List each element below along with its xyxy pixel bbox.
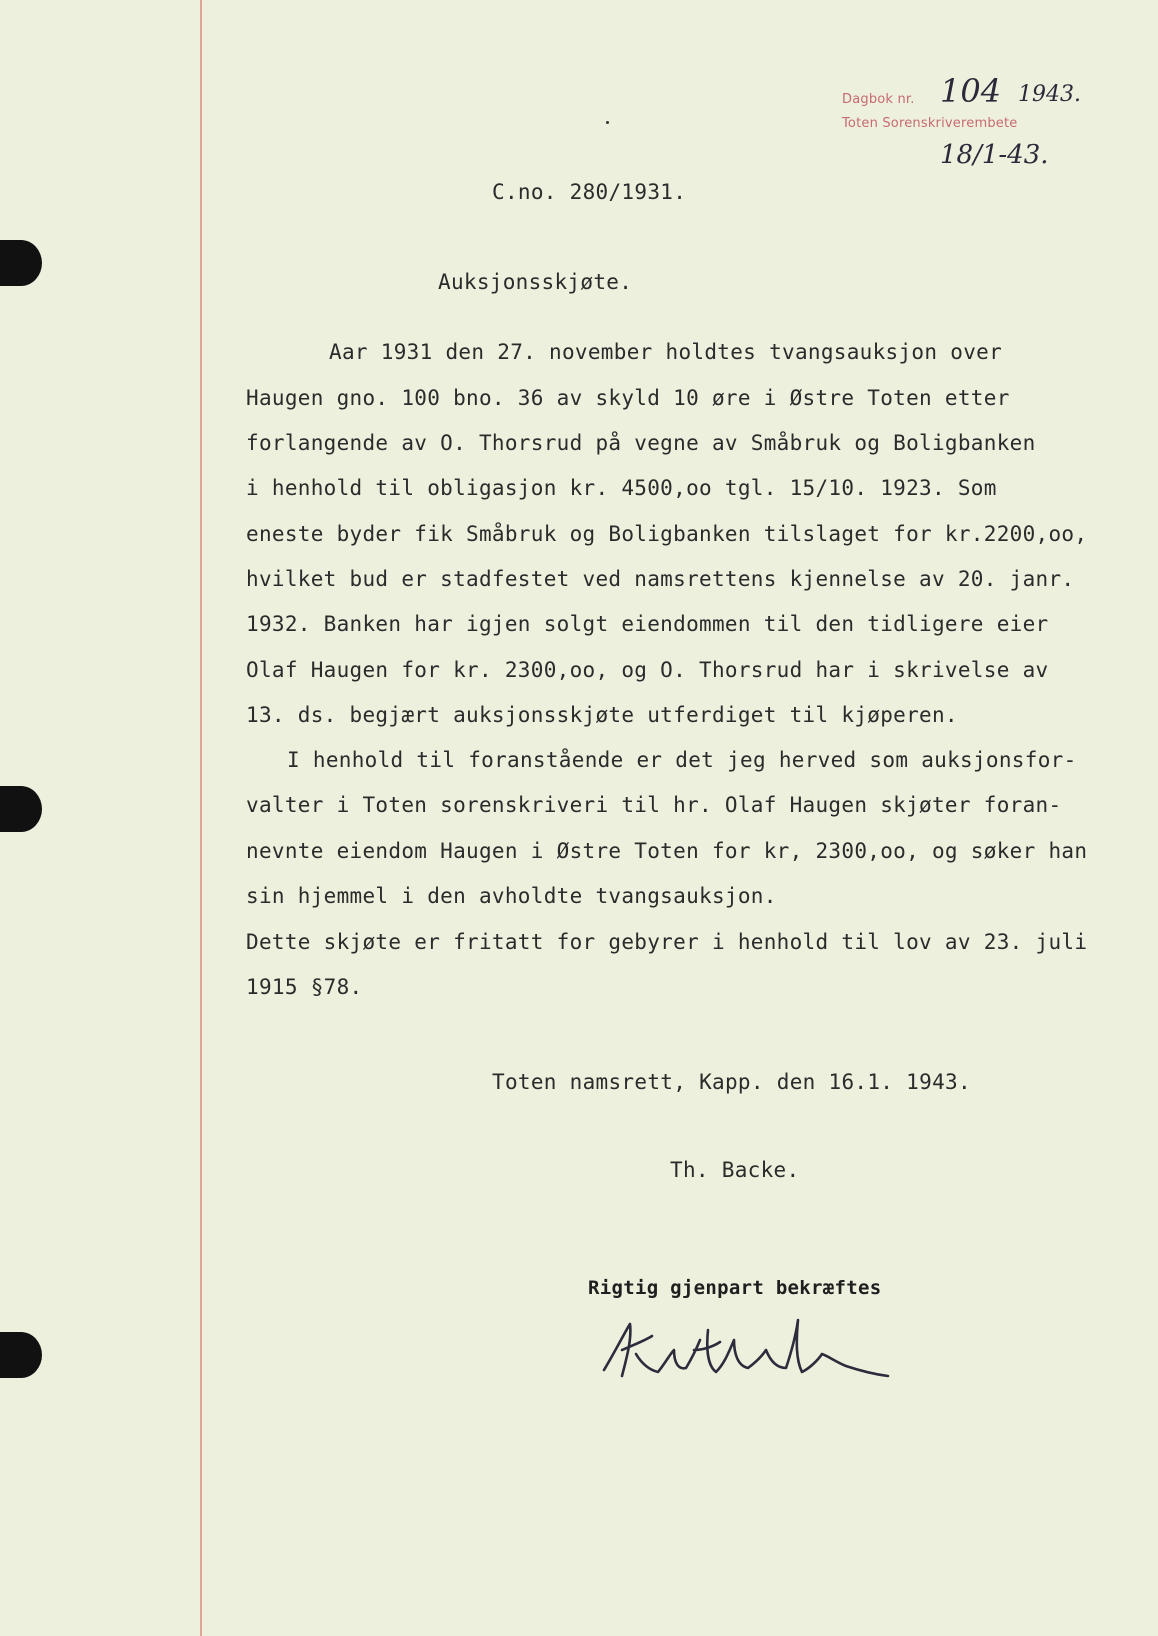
margin-rule xyxy=(200,0,202,1636)
body-line: Dette skjøte er fritatt for gebyrer i henhold til lov av 23. juli xyxy=(246,930,1088,954)
body-line: Haugen gno. 100 bno. 36 av skyld 10 øre i Østre Toten etter xyxy=(246,386,1010,410)
registry-number: 104 xyxy=(940,72,1002,110)
body-line: Aar 1931 den 27. november holdtes tvangsauksjon over xyxy=(329,340,1003,364)
certification-stamp: Rigtig gjenpart bekræftes xyxy=(588,1277,882,1299)
registry-date: 18/1-43. xyxy=(940,140,1049,170)
body-line: 1915 §78. xyxy=(246,975,363,999)
body-line: hvilket bud er stadfestet ved namsrettens kjennelse av 20. janr. xyxy=(246,567,1075,591)
body-line: I henhold til foranstående er det jeg herved som auksjonsfor- xyxy=(287,748,1077,772)
body-line: eneste byder fik Småbruk og Boligbanken tilslaget for kr.2200,oo, xyxy=(246,522,1088,546)
body-line: valter i Toten sorenskriveri til hr. Olaf Haugen skjøter foran- xyxy=(246,793,1062,817)
body-line: forlangende av O. Thorsrud på vegne av Småbruk og Boligbanken xyxy=(246,431,1036,455)
case-number: C.no. 280/1931. xyxy=(492,180,687,204)
registry-office: Toten Sorenskriverembete xyxy=(842,116,1018,131)
body-line: nevnte eiendom Haugen i Østre Toten for kr, 2300,oo, og søker han xyxy=(246,839,1088,863)
body-line: 1932. Banken har igjen solgt eiendommen til den tidligere eier xyxy=(246,612,1049,636)
body-line: 13. ds. begjært auksjonsskjøte utferdiget til kjøperen. xyxy=(246,703,958,727)
speck xyxy=(606,121,609,124)
punch-hole xyxy=(0,1332,42,1378)
registry-stamp-label: Dagbok nr. xyxy=(842,92,915,107)
punch-hole xyxy=(0,786,42,832)
signer-name: Th. Backe. xyxy=(670,1158,800,1182)
punch-hole xyxy=(0,240,42,286)
place-and-date: Toten namsrett, Kapp. den 16.1. 1943. xyxy=(492,1070,971,1094)
document-title: Auksjonsskjøte. xyxy=(438,270,633,294)
body-line: sin hjemmel i den avholdte tvangsauksjon. xyxy=(246,884,777,908)
registry-year: 1943. xyxy=(1018,82,1081,107)
handwritten-signature xyxy=(596,1310,896,1400)
body-line: i henhold til obligasjon kr. 4500,oo tgl. 15/10. 1923. Som xyxy=(246,476,997,500)
body-line: Olaf Haugen for kr. 2300,oo, og O. Thorsrud har i skrivelse av xyxy=(246,658,1049,682)
